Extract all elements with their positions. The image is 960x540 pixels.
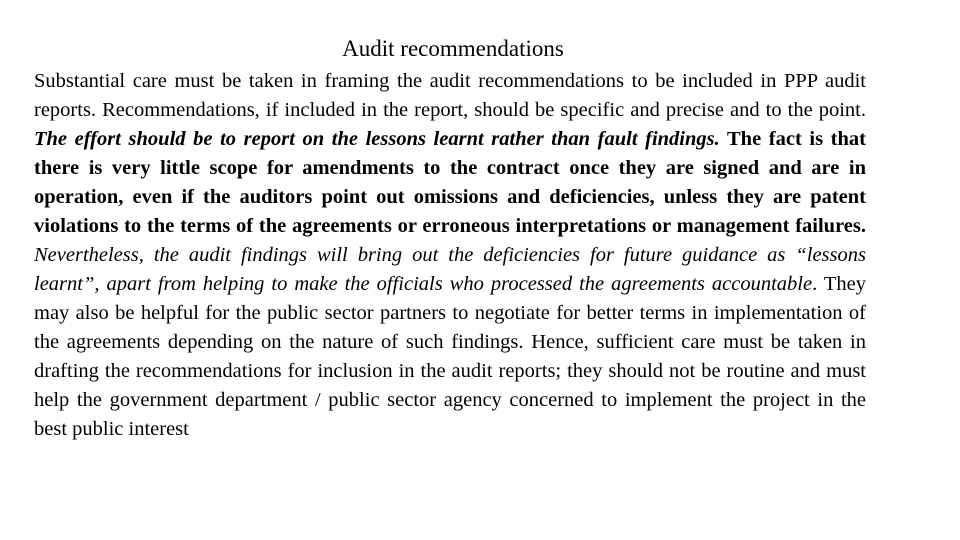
paragraph-closing: . They may also be helpful for the public sector partners to negotiate for better terms in implementation of the agreements depending on the nature of such findings. Hence, sufficient care must be taken in drafting the recommendations for inclusion in the audit reports; they should not be routine and must help the government department / public sector agency concerned to implement the project in the best public interest [34,273,866,440]
slide-title: Audit recommendations [342,36,564,61]
paragraph-emphasis: The effort should be to report on the lessons learnt rather than fault findings. [34,128,720,150]
paragraph-italic-text: Nevertheless, the audit findings will bring out the deficiencies for future guidance as “lessons learnt”, apart from helping to make the officials who processed the agreements accountable [34,244,866,295]
paragraph-bold-text: The fact is that there is very little scope for amendments to the contract once they are signed and are in operation, even if the auditors point out omissions and deficiencies, unless they are patent violations to the terms of the agreements or erroneous interpretations or management failures. [34,128,866,237]
body-paragraph [34,67,866,444]
paragraph-intro: Substantial care must be taken in framing the audit recommendations to be included in PPP audit reports. Recommendations, if included in the report, should be specific and precise and to the point. [34,70,866,121]
